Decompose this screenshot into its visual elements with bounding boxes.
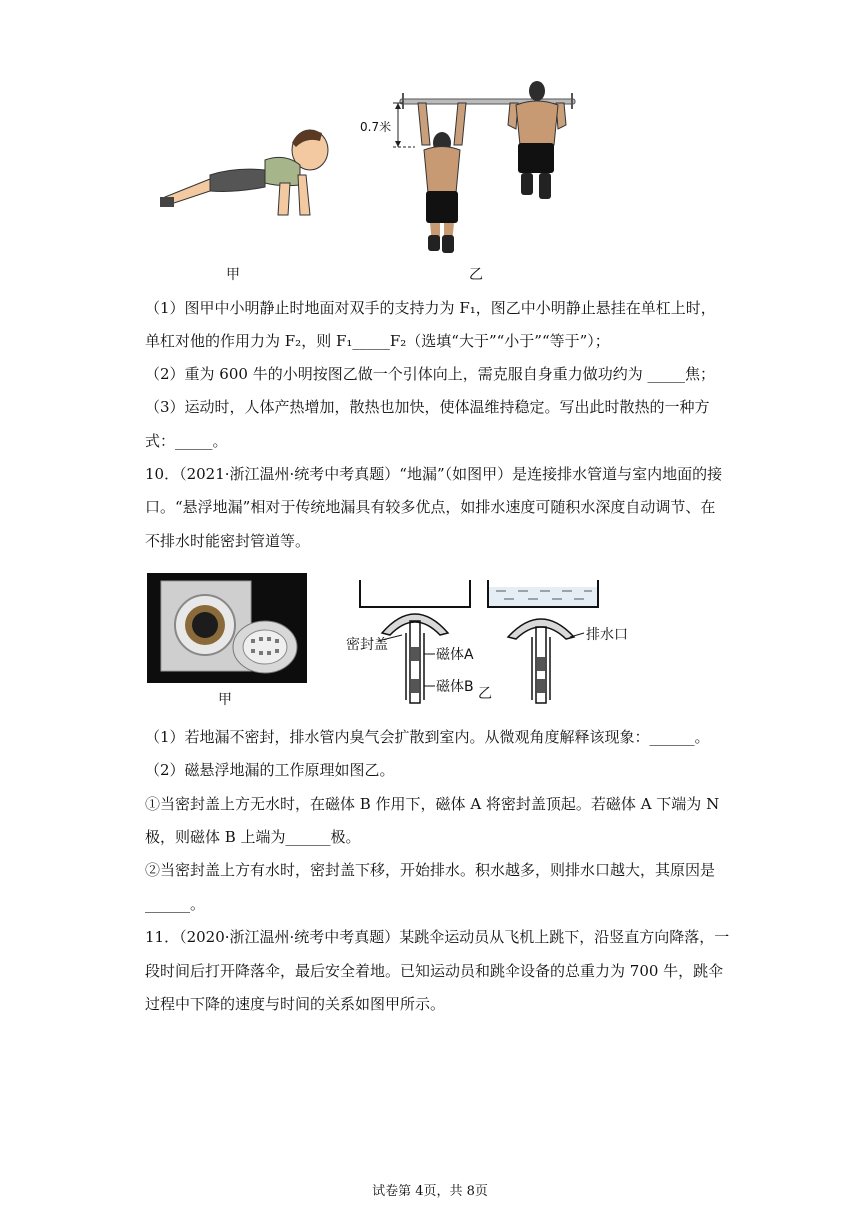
label-magnet-b: 磁体B bbox=[436, 679, 474, 695]
drain-caption-yi: 乙 bbox=[478, 686, 492, 702]
q10-intro-line3: 不排水时能密封管道等。 bbox=[145, 532, 311, 550]
label-seal-cover: 密封盖 bbox=[346, 637, 388, 653]
label-magnet-a: 磁体A bbox=[436, 647, 474, 663]
drain-caption-jia: 甲 bbox=[218, 692, 232, 708]
q9-part3-line2: 式：_____。 bbox=[145, 432, 228, 450]
q9-part1-line2: 单杠对他的作用力为 F₂，则 F₁_____F₂（选填“大于”“小于”“等于”）； bbox=[145, 332, 610, 350]
q9-part3-line1: （3）运动时，人体产热增加，散热也加快，使体温维持稳定。写出此时散热的一种方 bbox=[145, 398, 710, 416]
q9-part2: （2）重为 600 牛的小明按图乙做一个引体向上，需克服自身重力做功约为 _____焦； bbox=[145, 365, 715, 383]
push-up-figure bbox=[160, 130, 328, 215]
q10-part2a-line1: ①当密封盖上方无水时，在磁体 B 作用下，磁体 A 将密封盖顶起。若磁体 A 下端为 N bbox=[145, 795, 720, 813]
q10-part2b-line1: ②当密封盖上方有水时，密封盖下移，开始排水。积水越多，则排水口越大，其原因是 bbox=[145, 861, 716, 879]
q11-line3: 过程中下降的速度与时间的关系如图甲所示。 bbox=[145, 995, 446, 1013]
q9-part1-line1: （1）图甲中小明静止时地面对双手的支持力为 F₁，图乙中小明静止悬挂在单杠上时， bbox=[145, 299, 716, 317]
q11-line1: 11．（2020·浙江温州·统考中考真题）某跳伞运动员从飞机上跳下，沿竖直方向降落，一 bbox=[145, 928, 730, 946]
q10-intro-line2: 口。“悬浮地漏”相对于传统地漏具有较多优点，如排水速度可随积水深度自动调节、在 bbox=[145, 498, 716, 516]
hanging-figure bbox=[418, 103, 466, 253]
page-footer: 试卷第 4页，共 8页 bbox=[372, 1184, 488, 1199]
figure-9-illustrations bbox=[150, 75, 610, 265]
height-dimension bbox=[360, 103, 415, 147]
height-label: 0.7米 bbox=[360, 120, 392, 134]
q10-part1: （1）若地漏不密封，排水管内臭气会扩散到室内。从微观角度解释该现象：______。 bbox=[145, 728, 710, 746]
q11-line2: 段时间后打开降落伞，最后安全着地。已知运动员和跳伞设备的总重力为 700 牛，跳伞 bbox=[145, 962, 724, 980]
floor-drain-photo bbox=[147, 573, 307, 683]
q10-part2b-line2: ______。 bbox=[145, 895, 206, 913]
q10-part2: （2）磁悬浮地漏的工作原理如图乙。 bbox=[145, 761, 395, 779]
magnetic-drain-diagram bbox=[340, 575, 628, 700]
label-drain-outlet: 排水口 bbox=[586, 627, 628, 643]
q10-intro-line1: 10．（2021·浙江温州·统考中考真题）“地漏”（如图甲）是连接排水管道与室内地面的接 bbox=[145, 465, 723, 483]
figure-caption-yi: 乙 bbox=[469, 267, 483, 283]
q10-part2a-line2: 极，则磁体 B 上端为______极。 bbox=[145, 828, 361, 846]
figure-caption-jia: 甲 bbox=[226, 267, 240, 283]
